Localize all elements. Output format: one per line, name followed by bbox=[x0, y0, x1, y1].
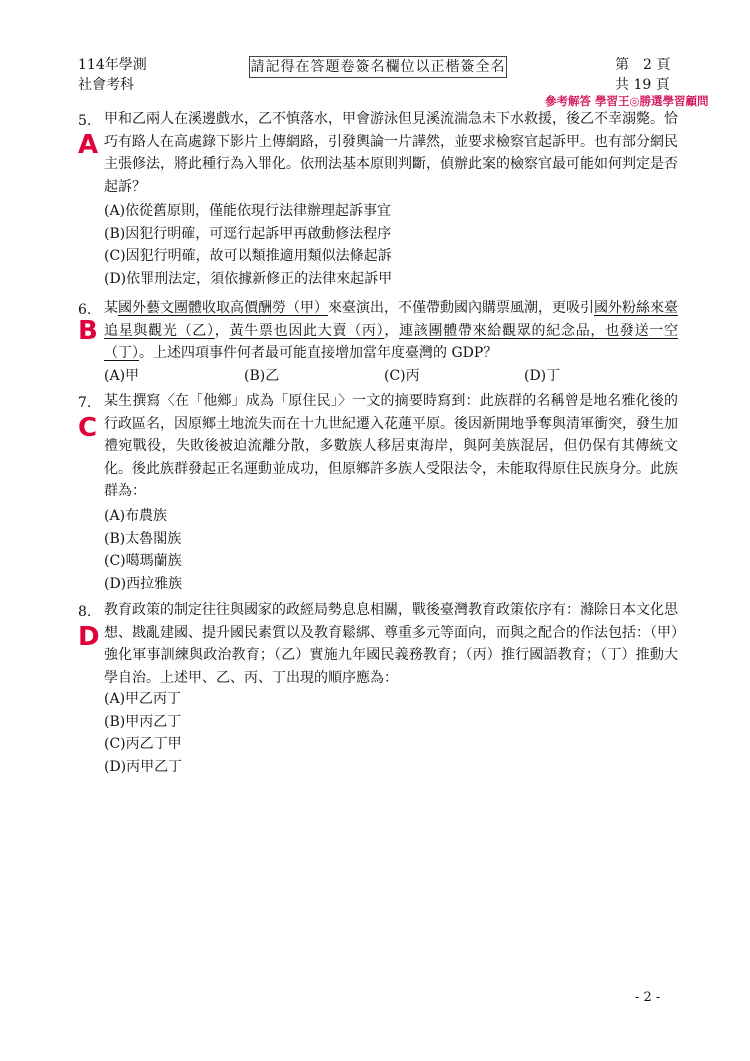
event-bing: 黃牛票也因此大賣（丙） bbox=[229, 322, 385, 339]
event-yi: 國外粉絲來臺追星與觀光（乙） bbox=[104, 300, 678, 339]
option-a: (A)甲乙丙丁 bbox=[104, 691, 182, 707]
option-b: (B)乙 bbox=[244, 368, 280, 384]
option-d: (D)西拉雅族 bbox=[104, 575, 183, 592]
question-number: 8. bbox=[78, 604, 92, 620]
text-segment: ， bbox=[214, 322, 230, 339]
option-d: (D)丁 bbox=[524, 368, 561, 384]
option-list bbox=[104, 688, 182, 778]
text-segment: 來臺演出，不僅帶動國內購票風潮，更吸引 bbox=[328, 300, 594, 316]
question-text bbox=[104, 297, 678, 365]
answer-mark: A bbox=[78, 130, 99, 160]
option-d: (D)丙甲乙丁 bbox=[104, 758, 183, 775]
option-list bbox=[104, 200, 392, 290]
signature-notice: 請記得在答題卷簽名欄位以正楷簽全名 bbox=[249, 56, 507, 78]
option-b: (B)因犯行明確，可逕行起訴甲再啟動修法程序 bbox=[104, 225, 392, 242]
answer-mark: C bbox=[78, 413, 98, 443]
question-text: 某生撰寫〈在「他鄉」成為「原住民」〉一文的摘要時寫到：此族群的名稱曾是地名雅化後的行政區名，因原鄉土地流失而在十九世紀遷入花蓮平原。後因新開地爭奪與清軍衝突，發生加禮宛戰役，失敗後被迫流離分散，多數族人移居東海岸，與阿美族混居，但仍保有其傳統文化。後此族群發起正名運動並成功，但原鄉許多族人受限法令，未能取得原住民族身分。此族群為： bbox=[104, 393, 678, 499]
page-label: 第 2 頁 bbox=[615, 57, 671, 73]
option-a: (A)甲 bbox=[104, 368, 140, 384]
event-ding: 連該團體帶來給觀眾的紀念品，也發送一空（丁） bbox=[104, 322, 679, 361]
question-number: 6. bbox=[78, 302, 92, 318]
option-d: (D)依罪刑法定，須依據新修正的法律來起訴甲 bbox=[104, 270, 393, 287]
page-number: - 2 - bbox=[635, 990, 661, 1005]
exam-year: 114年學測 bbox=[78, 57, 147, 73]
question-text: 教育政策的制定往往與國家的政經局勢息息相關，戰後臺灣教育政策依序有：滌除日本文化思想、戡亂建國、提升國民素質以及教育鬆綁、尊重多元等面向，而與之配合的作法包括：（甲）強化軍事訓練與政治教育；（乙）實施九年國民義務教育；（丙）推行國語教育；（丁）推動大學自治。上述甲、乙、丙、丁出現的順序應為： bbox=[104, 602, 678, 686]
answer-mark: B bbox=[78, 316, 98, 346]
text-segment: 某 bbox=[104, 300, 118, 316]
option-b: (B)甲丙乙丁 bbox=[104, 713, 182, 730]
option-c: (C)丙 bbox=[384, 368, 420, 384]
option-b: (B)太魯閣族 bbox=[104, 530, 182, 547]
answer-mark: D bbox=[78, 622, 100, 652]
reference-answer-credit: 參考解答 學習王◎勝選學習顧問 bbox=[545, 94, 709, 108]
text-segment: 。上述四項事件何者最可能直接增加當年度臺灣的 GDP？ bbox=[139, 345, 498, 361]
total-pages-label: 共 19 頁 bbox=[615, 77, 670, 93]
subject-label: 社會考科 bbox=[78, 77, 134, 93]
option-list bbox=[104, 505, 182, 595]
text-segment: ， bbox=[384, 322, 400, 339]
option-c: (C)丙乙丁甲 bbox=[104, 736, 182, 752]
question-number: 5. bbox=[78, 113, 92, 129]
option-list bbox=[104, 365, 574, 388]
option-c: (C)噶瑪蘭族 bbox=[104, 553, 182, 569]
event-jia: 國外藝文團體收取高價酬勞（甲） bbox=[118, 300, 328, 316]
option-a: (A)依從舊原則，僅能依現行法律辦理起訴事宜 bbox=[104, 203, 392, 219]
option-a: (A)布農族 bbox=[104, 508, 168, 524]
option-c: (C)因犯行明確，故可以類推適用類似法條起訴 bbox=[104, 248, 392, 264]
question-text: 甲和乙兩人在溪邊戲水，乙不慎落水，甲會游泳但見溪流湍急未下水救援，後乙不幸溺斃。恰巧有路人在高處錄下影片上傳網路，引發輿論一片譁然，並要求檢察官起訴甲。也有部分網民主張修法，將此種行為入罪化。依刑法基本原則判斷，偵辦此案的檢察官最可能如何判定是否起訴？ bbox=[104, 111, 678, 195]
question-number: 7. bbox=[78, 395, 92, 411]
